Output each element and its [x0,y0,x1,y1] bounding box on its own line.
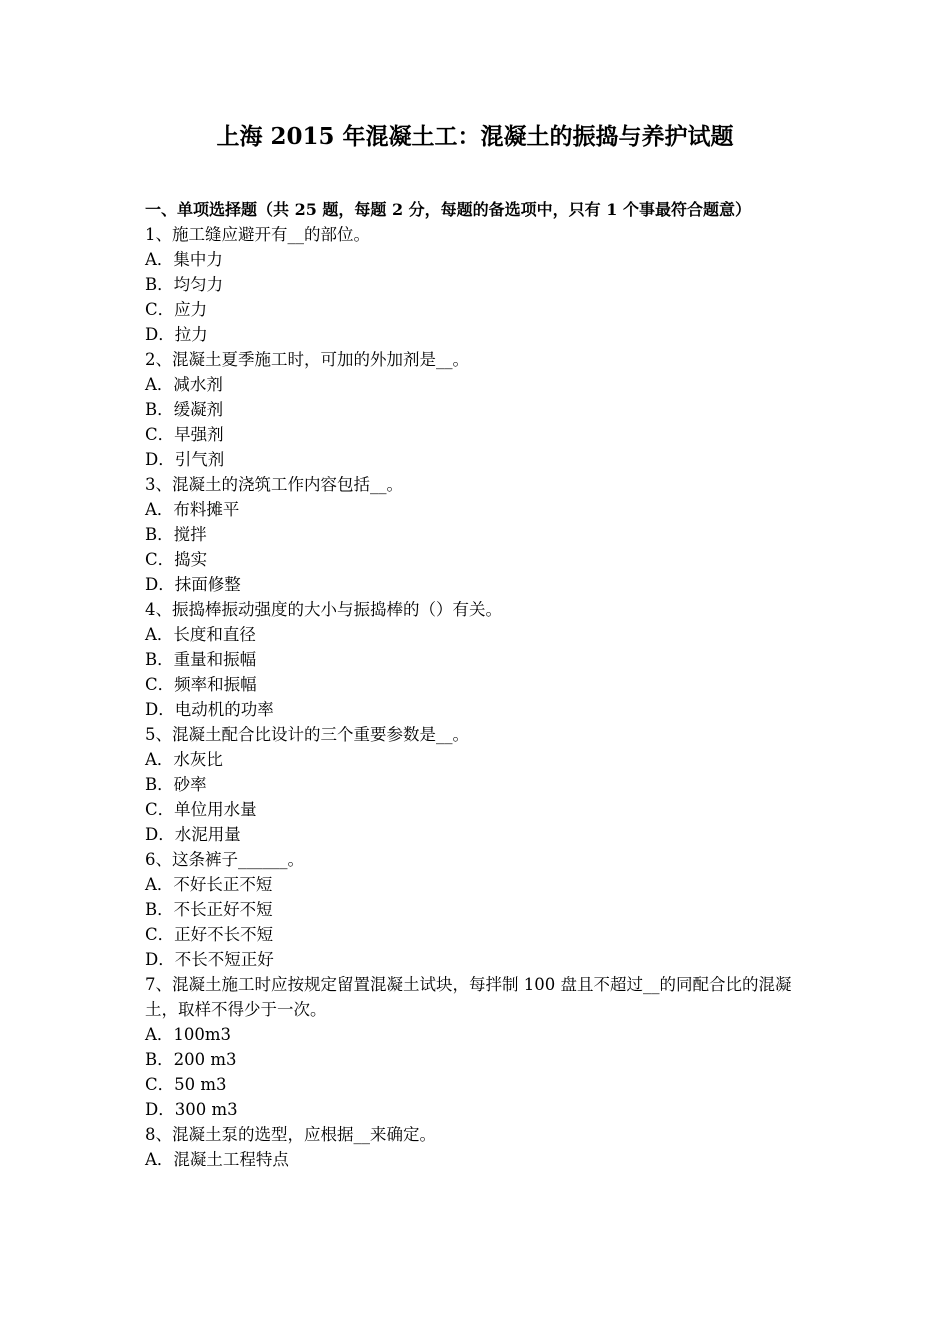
option-b: B．搅拌 [145,525,207,544]
option-d: D．不长不短正好 [145,950,274,969]
question-stem: 3、混凝土的浇筑工作内容包括__。 [145,475,403,494]
option-a: A．长度和直径 [145,625,256,644]
option-b: B．不长正好不短 [145,900,273,919]
question-3 [145,472,810,597]
option-d: D．电动机的功率 [145,700,274,719]
question-stem: 7、混凝土施工时应按规定留置混凝土试块，每拌制 100 盘且不超过__的同配合比的混凝土，取样不得少于一次。 [145,975,792,1019]
document-body [145,197,810,1172]
question-stem: 2、混凝土夏季施工时，可加的外加剂是__。 [145,350,469,369]
option-b: B．200 m3 [145,1050,237,1069]
question-stem: 8、混凝土泵的选型，应根据__来确定。 [145,1125,436,1144]
option-d: D．拉力 [145,325,208,344]
option-b: B．砂率 [145,775,207,794]
option-c: C．捣实 [145,550,208,569]
option-d: D．水泥用量 [145,825,241,844]
option-d: D．引气剂 [145,450,225,469]
option-a: A．混凝土工程特点 [145,1150,289,1169]
question-7 [145,972,810,1122]
question-stem: 4、振捣棒振动强度的大小与振捣棒的（）有关。 [145,600,502,619]
option-c: C．50 m3 [145,1075,227,1094]
option-d: D．300 m3 [145,1100,238,1119]
option-a: A．集中力 [145,250,223,269]
option-b: B．均匀力 [145,275,224,294]
question-1 [145,222,810,347]
option-d: D．抹面修整 [145,575,241,594]
option-a: A．100m3 [145,1025,232,1044]
question-2 [145,347,810,472]
option-c: C．正好不长不短 [145,925,274,944]
document-title: 上海 2015 年混凝土工：混凝土的振捣与养护试题 [216,123,734,150]
option-a: A．水灰比 [145,750,223,769]
option-a: A．不好长正不短 [145,875,273,894]
option-c: C．单位用水量 [145,800,257,819]
option-c: C．早强剂 [145,425,224,444]
option-a: A．布料摊平 [145,500,240,519]
question-stem: 5、混凝土配合比设计的三个重要参数是__。 [145,725,469,744]
option-a: A．减水剂 [145,375,223,394]
question-8 [145,1122,810,1172]
option-c: C．频率和振幅 [145,675,257,694]
option-c: C．应力 [145,300,208,319]
option-b: B．缓凝剂 [145,400,224,419]
question-stem: 6、这条裤子______。 [145,850,304,869]
option-b: B．重量和振幅 [145,650,257,669]
section-heading: 一、单项选择题（共 25 题，每题 2 分，每题的备选项中，只有 1 个事最符合题意） [145,200,751,219]
question-5 [145,722,810,847]
question-6 [145,847,810,972]
question-4 [145,597,810,722]
question-stem: 1、施工缝应避开有__的部位。 [145,225,370,244]
